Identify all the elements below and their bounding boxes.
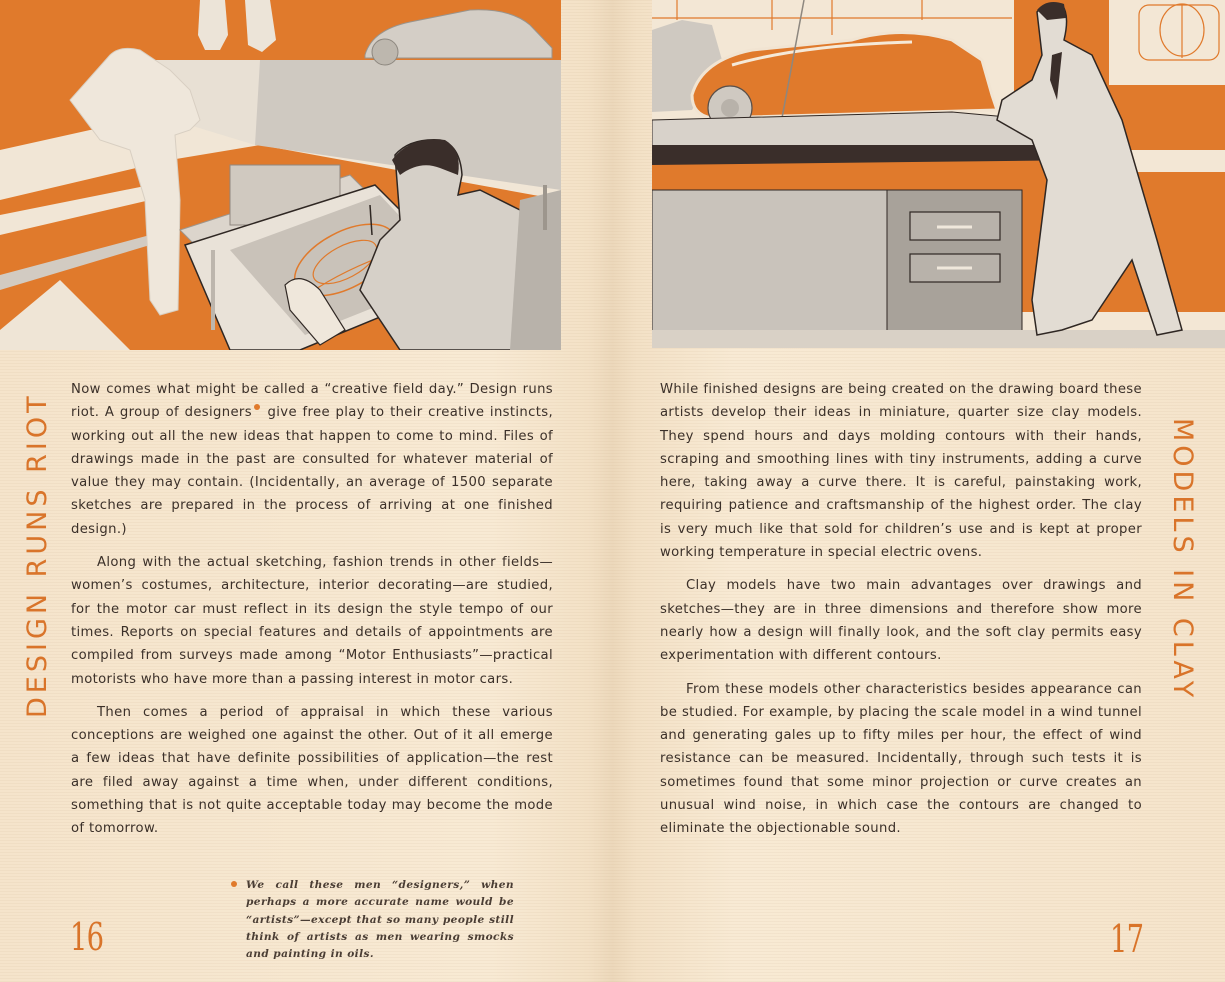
- paragraph-text: give free play to their creative instincts, working out all the new ideas that happen to come to mind. Files of drawings made in the past are consulted for whatever material of value they may contain. (Incidentally, an average of 1500 separate sketches are prepared in the process of arriving at one finished design.): [71, 405, 554, 537]
- paragraph: While finished designs are being created on the drawing board these artists develop their ideas in miniature, quarter size clay models. They spend hours and days molding contours with their hands, scraping and smoothing lines with tiny instruments, adding a curve here, taking away a curve there. It is careful, painstaking work, requiring patience and craftsmanship of the highest order. The clay is very much like that sold for children’s use and is kept at proper working temperature in special electric ovens.: [660, 382, 1142, 561]
- vertical-section-title: MODELS IN CLAY: [1167, 418, 1198, 702]
- page-number: 16: [70, 915, 104, 959]
- paragraph: Clay models have two main advantages over drawings and sketches—they are in three dimensions and therefore show more nearly how a design will finally look, and the soft clay permits easy experimentation with different contours.: [660, 578, 1142, 664]
- paragraph: [71, 378, 553, 541]
- paragraph: Then comes a period of appraisal in which these various conceptions are weighed one against the other. Out of it all emerge a few ideas that have definite possibilities of application—the rest are filed away against a time when, under different conditions, something that is not quite acceptable today may become the mode of tomorrow.: [71, 704, 553, 837]
- paragraph: Along with the actual sketching, fashion trends in other fields—women’s costumes, architecture, interior decorating—are studied, for the motor car must reflect in its design the style tempo of our times. Reports on special features and details of appointments are compiled from surveys made among “Motor Enthusiasts”—practical motorists who have more than a passing interest in motor cars.: [71, 555, 553, 687]
- drafting-designer-illustration: [0, 0, 561, 350]
- illustration-icon: [0, 0, 561, 350]
- left-body-text: [71, 378, 553, 851]
- page-number: 17: [1110, 917, 1144, 961]
- footnote-marker-icon: [254, 404, 260, 410]
- paragraph-text: Now comes what might be called a “creative field day.” Design runs riot. A group of designers: [71, 382, 553, 421]
- paragraph: From these models other characteristics besides appearance can be studied. For example, by placing the scale model in a wind tunnel and generating gales up to fifty miles per hour, the effect of wind resistance can be measured. Incidentally, through such tests it is sometimes found that some minor projection or curve creates an unusual wind noise, in which case the contours are changed to eliminate the objectionable sound.: [660, 681, 1142, 837]
- right-body-text: [660, 378, 1142, 851]
- illustration-icon: [652, 0, 1225, 348]
- left-page: [0, 0, 612, 982]
- footnote-text: We call these men “designers,” when perhaps a more accurate name would be “artists”—except that so many people still think of artists as men wearing smocks and painting in oils.: [246, 879, 514, 961]
- footnote: [232, 877, 514, 963]
- footnote-marker-icon: [231, 881, 237, 887]
- clay-modeler-illustration: [652, 0, 1225, 348]
- vertical-section-title: DESIGN RUNS RIOT: [22, 392, 53, 718]
